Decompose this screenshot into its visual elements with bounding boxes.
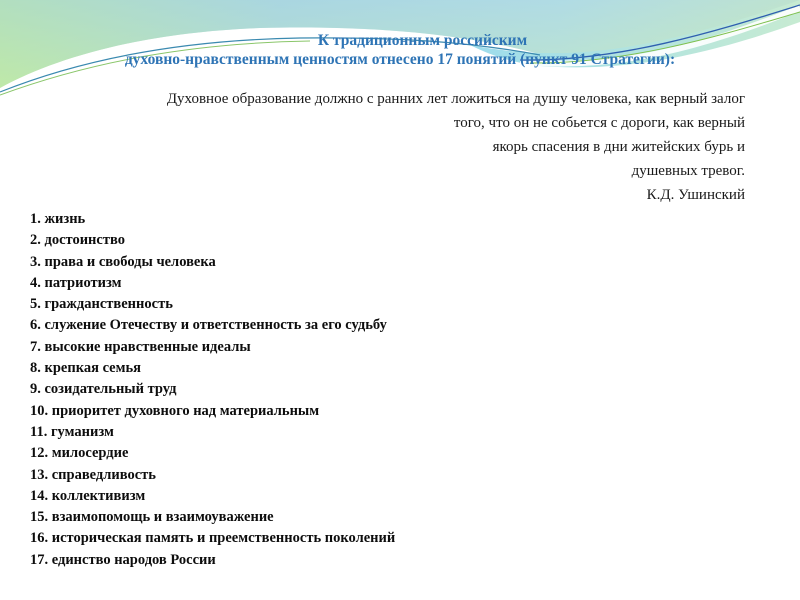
list-item: 10. приоритет духовного над материальным <box>30 402 320 419</box>
quote-line: Духовное образование должно с ранних лет ложиться на душу человека, как верный залог <box>166 91 745 107</box>
list-item: 8. крепкая семья <box>30 360 142 377</box>
list-item: 4. патриотизм <box>30 274 122 291</box>
list-item: 16. историческая память и преемственность поколений <box>30 530 396 547</box>
quote-author: К.Д. Ушинский <box>646 187 745 203</box>
title-line-2: духовно-нравственным ценностям отнесено 17 понятий (пункт 91 Стратегии): <box>124 51 676 68</box>
quote-line: душевных тревог. <box>631 163 745 179</box>
quote-line: того, что он не собьется с дороги, как верный <box>453 115 745 131</box>
title-line-1: К традиционным российским <box>317 32 528 49</box>
quote-line: якорь спасения в дни житейских бурь и <box>492 139 745 155</box>
list-item: 12. милосердие <box>30 445 129 462</box>
list-item: 5. гражданственность <box>30 296 173 313</box>
list-item: 9. созидательный труд <box>30 381 177 398</box>
list-item: 14. коллективизм <box>30 487 146 504</box>
list-item: 1. жизнь <box>30 211 86 227</box>
values-list <box>30 209 395 571</box>
epigraph-quote <box>25 87 745 207</box>
slide-title <box>0 31 800 69</box>
list-item: 15. взаимопомощь и взаимоуважение <box>30 509 274 526</box>
list-item: 6. служение Отечеству и ответственность за его судьбу <box>30 317 387 334</box>
list-item: 11. гуманизм <box>30 423 114 440</box>
list-item: 3. права и свободы человека <box>30 253 216 270</box>
list-item: 7. высокие нравственные идеалы <box>30 338 251 355</box>
list-item: 17. единство народов России <box>30 551 216 568</box>
list-item: 13. справедливость <box>30 466 156 483</box>
list-item: 2. достоинство <box>30 232 125 249</box>
